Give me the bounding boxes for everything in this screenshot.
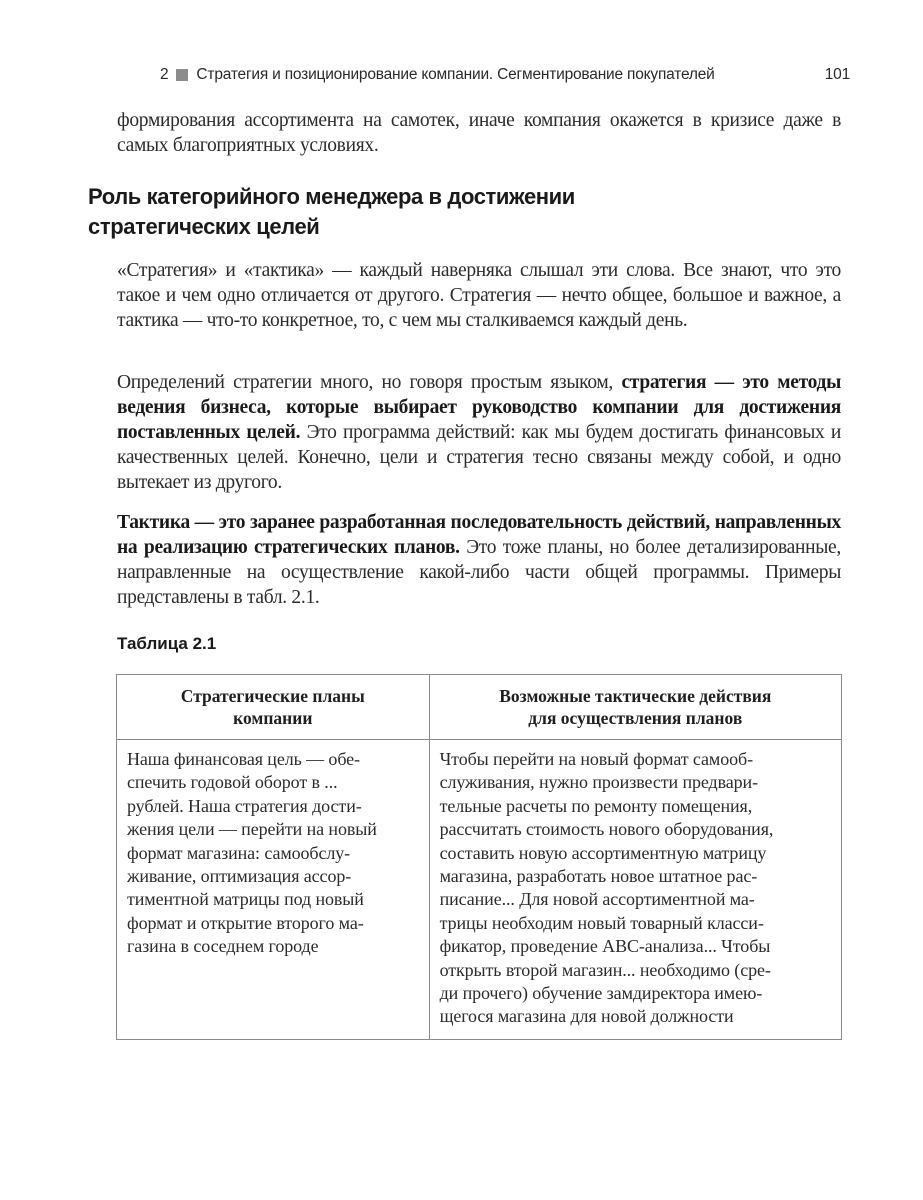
cell-text-line: фикатор, проведение АВС-анализа... Чтобы <box>439 936 771 957</box>
strategy-definition-bold: стратегия — это методы ведения бизнеса, которые выбирает руководство компании для достижения поставленных целей. <box>117 372 842 443</box>
chapter-number: 2 <box>160 66 169 83</box>
cell-text-line: Наша финансовая цель — обе- <box>127 749 360 769</box>
header-line: Стратегические планы <box>180 686 365 706</box>
paragraph-tail: Это программа действий: как мы будем достигать финансовых и качественных целей. Конечно, цели и стратегия тесно связаны между собой, и одно вытекает из другого. <box>117 422 842 493</box>
section-heading-line-2: стратегических целей <box>88 214 320 239</box>
cell-text-line: жения цели — перейти на новый <box>127 819 377 840</box>
cell-text-line: писание... Для новой ассортиментной ма- <box>439 889 755 910</box>
cell-text-line: составить новую ассортиментную матрицу <box>439 842 767 863</box>
cell-text-line: служивания, нужно произвести предвари- <box>439 772 758 793</box>
page-number: 101 <box>824 66 850 83</box>
section-heading <box>88 182 808 242</box>
cell-text-line: формат и открытие второго ма- <box>127 912 364 933</box>
cell-text-line: магазина, разработать новое штатное рас- <box>439 866 758 887</box>
cell-text-line: рублей. Наша стратегия дости- <box>127 795 362 816</box>
table-caption: Таблица 2.1 <box>117 634 217 653</box>
table-row <box>117 740 842 1040</box>
square-bullet-icon <box>176 69 188 81</box>
cell-text-line: живание, оптимизация ассор- <box>127 866 352 887</box>
cell-text-line: тиментной матрицы под новый <box>127 889 364 910</box>
cell-text-line: ди прочего) обучение замдиректора имею- <box>439 983 763 1004</box>
header-line: Возможные тактические действия <box>499 686 772 706</box>
cell-text-line: рассчитать стоимость нового оборудования, <box>439 819 774 840</box>
paragraph-tactics-definition <box>117 510 841 610</box>
header-line: компании <box>233 708 313 728</box>
paragraph-strategy-definition <box>117 370 841 495</box>
cell-text-line: формат магазина: самообслу- <box>127 842 351 863</box>
paragraph-lead: Определений стратегии много, но говоря простым языком, <box>117 372 622 393</box>
cell-text-line: спечить годовой оборот в ... <box>127 772 338 793</box>
table-header-row <box>117 675 842 740</box>
cell-text-line: щегося магазина для новой должности <box>439 1006 734 1027</box>
cell-text-line: трицы необходим новый товарный класси- <box>439 912 764 933</box>
strategy-tactics-table <box>116 674 842 1040</box>
cell-text-line: открыть второй магазин... необходимо (сре- <box>439 959 771 980</box>
tactics-definition-bold: Тактика — это заранее разработанная последовательность действий, направленных на реализацию стратегических планов. <box>117 512 841 558</box>
header-tactical-actions <box>429 675 841 740</box>
section-heading-line-1: Роль категорийного менеджера в достижении <box>88 184 575 209</box>
running-head <box>160 66 850 84</box>
cell-text-line: Чтобы перейти на новый формат самооб- <box>439 749 753 769</box>
header-strategic-plans <box>117 675 430 740</box>
intro-paragraph: формирования ассортимента на самотек, иначе компания окажется в кризисе даже в самых благоприятных условиях. <box>117 110 841 156</box>
cell-text-line: тельные расчеты по ремонту помещения, <box>439 795 753 816</box>
paragraph-strategy-tactics: «Стратегия» и «тактика» — каждый наверняка слышал эти слова. Все знают, что это такое и чем одно отличается от другого. Стратегия — нечто общее, большое и важное, а тактика — что-то конкретное, то, с чем мы сталкиваемся каждый день. <box>117 260 841 331</box>
chapter-title: Стратегия и позиционирование компании. Сегментирование покупателей <box>196 66 715 83</box>
cell-text-line: газина в соседнем городе <box>127 936 319 957</box>
cell-strategic-plan <box>117 740 430 1040</box>
header-line: для осуществления планов <box>528 708 743 728</box>
paragraph-tail: Это тоже планы, но более детализированные, направленные на осуществление какой-либо части общей программы. Примеры представлены в табл. 2.1. <box>117 537 841 608</box>
cell-tactical-actions <box>429 740 841 1040</box>
